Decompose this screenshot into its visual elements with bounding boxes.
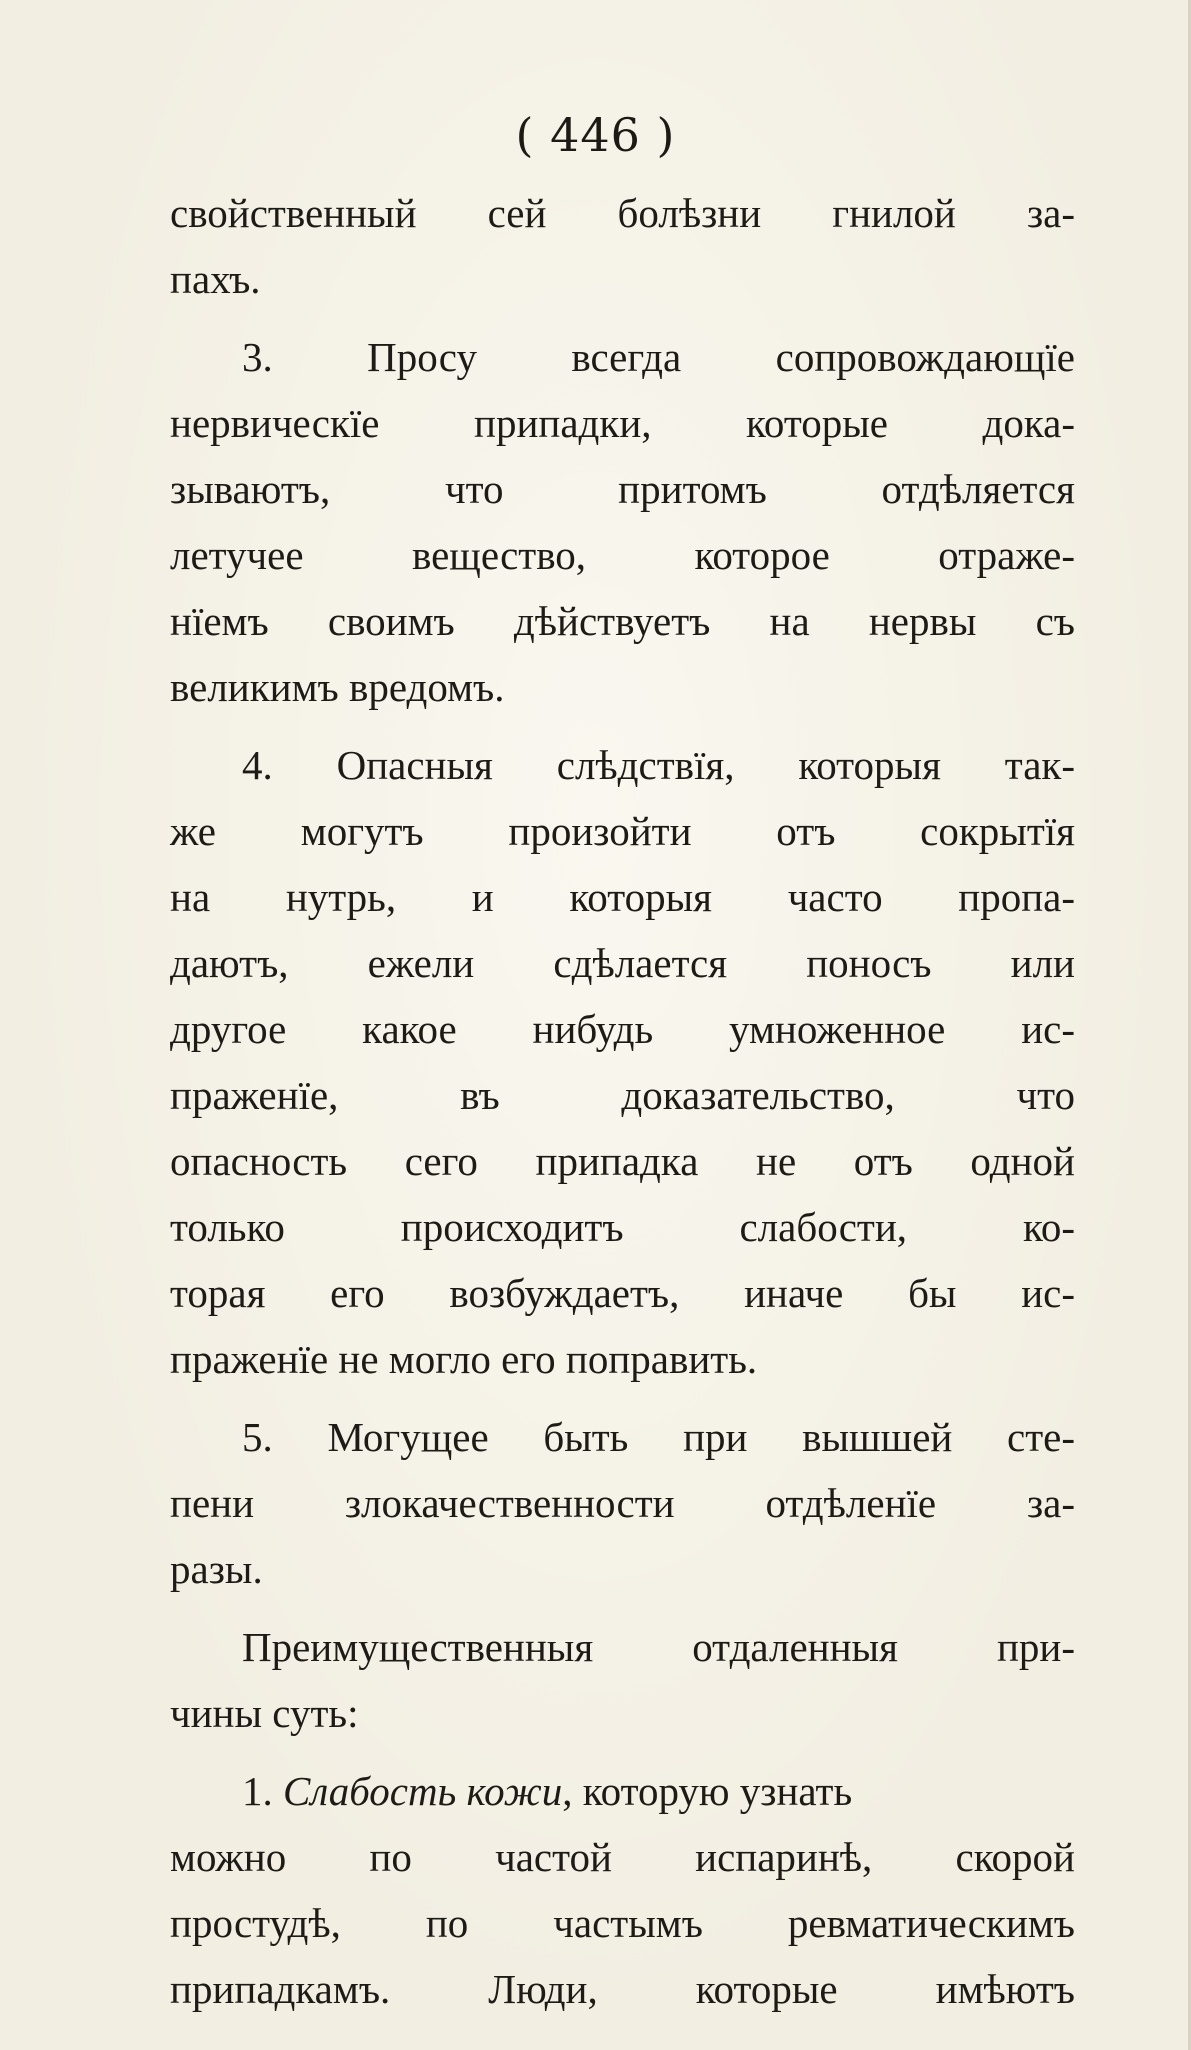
text-line: Преимущественныя отдаленныя при- <box>242 1624 1075 1670</box>
text-line: торая его возбуждаетъ, иначе бы ис- <box>170 1270 1075 1316</box>
text-line: пахъ. <box>170 256 261 302</box>
text-line: даютъ, ежели сдѣлается поносъ или <box>170 940 1075 986</box>
text-line: только происходитъ слабости, ко- <box>170 1204 1075 1250</box>
italic-term: Слабость кожи <box>283 1768 563 1814</box>
text-line: пени злокачественности отдѣленїе за- <box>170 1480 1075 1526</box>
body-text <box>170 180 1075 2022</box>
text-line: великимъ вредомъ. <box>170 664 505 710</box>
text-line: летучее вещество, которое отраже- <box>170 532 1075 578</box>
text-line: 3. Просу всегда сопровождающїе <box>242 334 1075 380</box>
text-line: 5. Могущее быть при вышшей сте- <box>242 1414 1075 1460</box>
text-line: нїемъ своимъ дѣйствуетъ на нервы съ <box>170 598 1075 644</box>
text-line: свойственный сей болѣзни гнилой за- <box>170 190 1075 236</box>
text-line: опасность сего припадка не отъ одной <box>170 1138 1075 1184</box>
text-line <box>170 1758 1075 1824</box>
text-line: нервическїе припадки, которые дока- <box>170 400 1075 446</box>
text-line: можно по частой испаринѣ, скорой <box>170 1834 1075 1880</box>
page-number: ( 446 ) <box>515 108 676 162</box>
text-line: зываютъ, что притомъ отдѣляется <box>170 466 1075 512</box>
text-line: же могутъ произойти отъ сокрытїя <box>170 808 1075 854</box>
text-line: 4. Опасныя слѣдствїя, которыя так- <box>242 742 1075 788</box>
text-line: припадкамъ. Люди, которые имѣютъ <box>170 1966 1075 2012</box>
text-line: другое какое нибудь умноженное ис- <box>170 1006 1075 1052</box>
text-line: разы. <box>170 1546 263 1592</box>
text-line: простудѣ, по частымъ ревматическимъ <box>170 1900 1075 1946</box>
text-line: чины суть: <box>170 1690 359 1736</box>
text-fragment: , которую узнать <box>562 1768 853 1814</box>
text-line: праженїе, въ доказательство, что <box>170 1072 1075 1118</box>
text-line: на нутрь, и которыя часто пропа- <box>170 874 1075 920</box>
list-number: 1. <box>242 1768 273 1814</box>
text-line: праженїе не могло его поправить. <box>170 1336 758 1382</box>
